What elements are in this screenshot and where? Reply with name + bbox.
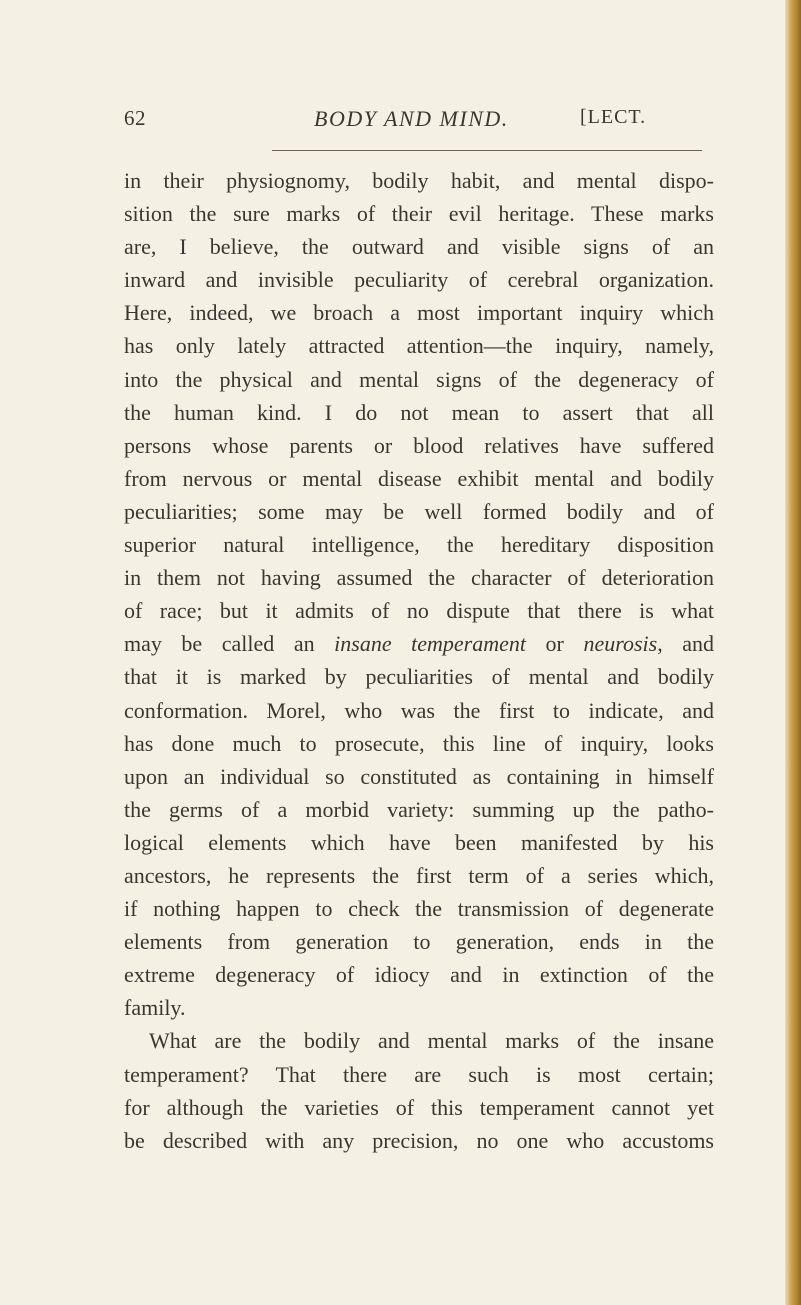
text-line: of race; but it admits of no dispute that there is what xyxy=(124,598,714,624)
text-line: elements from generation to generation, ends in the xyxy=(124,929,714,955)
text-line: Here, indeed, we broach a most important inquiry which xyxy=(124,300,714,326)
text-line: temperament? That there are such is most certain; xyxy=(124,1061,714,1087)
text-line: upon an individual so constituted as containing in himself xyxy=(124,763,714,789)
text-line: are, I believe, the outward and visible signs of an xyxy=(124,234,714,260)
text-line: in their physiognomy, bodily habit, and mental dispo- xyxy=(124,168,714,193)
text-line: ancestors, he represents the first term of a series which, xyxy=(124,862,714,888)
text-line: logical elements which have been manifested by his xyxy=(124,829,714,855)
text-line: sition the sure marks of their evil heritage. These marks xyxy=(124,201,714,227)
text-line: has done much to prosecute, this line of inquiry, looks xyxy=(124,730,714,756)
page-header xyxy=(124,106,714,142)
text-line: into the physical and mental signs of the degeneracy of xyxy=(124,366,714,392)
text-line: in them not having assumed the character of deterioration xyxy=(124,565,714,591)
text-line: inward and invisible peculiarity of cerebral organization. xyxy=(124,267,714,293)
text-line: from nervous or mental disease exhibit mental and bodily xyxy=(124,465,714,491)
text-run: may be called an xyxy=(124,631,335,657)
text-run: or xyxy=(526,631,584,657)
page-number: 62 xyxy=(124,106,146,130)
running-title: BODY AND MIND. xyxy=(314,106,509,131)
text-line: What are the bodily and mental marks of the insane xyxy=(149,1028,714,1054)
text-line: peculiarities; some may be well formed bodily and of xyxy=(124,498,714,524)
body-text xyxy=(124,164,714,1157)
italic-term-insane-temperament: insane temperament xyxy=(334,631,526,657)
text-line: if nothing happen to check the transmission of degenerate xyxy=(124,896,714,922)
text-line: the germs of a morbid variety: summing up the patho- xyxy=(124,796,714,822)
text-line: be described with any precision, no one who accustoms xyxy=(124,1127,714,1153)
text-line: for although the varieties of this temperament cannot yet xyxy=(124,1094,714,1120)
section-mark: [LECT. xyxy=(580,106,647,128)
text-line: that it is marked by peculiarities of mental and bodily xyxy=(124,664,714,690)
page-edge-decoration xyxy=(785,0,801,1305)
italic-term-neurosis: neurosis xyxy=(583,631,658,657)
text-line: conformation. Morel, who was the first to indicate, and xyxy=(124,697,714,723)
text-line: has only lately attracted attention—the inquiry, namely, xyxy=(124,333,714,359)
text-line: superior natural intelligence, the hereditary disposition xyxy=(124,532,714,558)
text-line: extreme degeneracy of idiocy and in extinction of the xyxy=(124,962,714,988)
text-line: family. xyxy=(124,995,186,1021)
text-line-with-italics xyxy=(124,627,714,660)
header-rule xyxy=(272,150,702,151)
text-line: the human kind. I do not mean to assert that all xyxy=(124,399,714,425)
text-run: , and xyxy=(657,631,715,657)
text-line: persons whose parents or blood relatives have suffered xyxy=(124,432,714,458)
